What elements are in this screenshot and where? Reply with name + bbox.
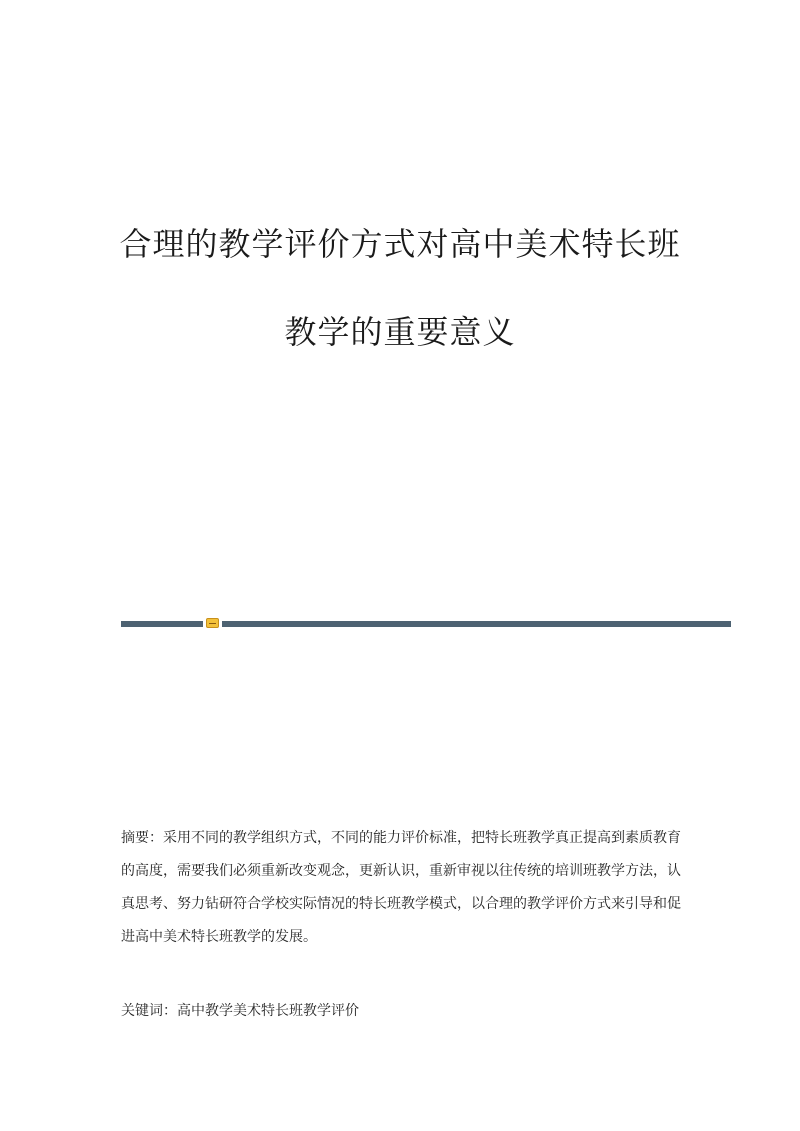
abstract-label: 摘要： <box>121 830 163 846</box>
keywords-text: 高中教学美术特长班教学评价 <box>177 1003 359 1019</box>
keywords-label: 关键词： <box>121 1003 177 1019</box>
divider-emblem-icon <box>206 618 219 628</box>
section-divider <box>121 618 731 628</box>
title-line-2: 教学的重要意义 <box>284 313 516 351</box>
abstract-paragraph <box>121 822 681 954</box>
divider-bar-right <box>222 621 731 627</box>
keywords-line <box>121 997 681 1025</box>
document-title <box>0 222 800 354</box>
title-line-1: 合理的教学评价方式对高中美术特长班 <box>119 225 681 263</box>
divider-bar-left <box>121 621 203 627</box>
abstract-text: 采用不同的教学组织方式，不同的能力评价标准，把特长班教学真正提高到素质教育的高度，需要我们必须重新改变观念，更新认识，重新审视以往传统的培训班教学方法，认真思考、努力钻研符合学校实际情况的特长班教学模式，以合理的教学评价方式来引导和促进高中美术特长班教学的发展。 <box>121 830 681 945</box>
